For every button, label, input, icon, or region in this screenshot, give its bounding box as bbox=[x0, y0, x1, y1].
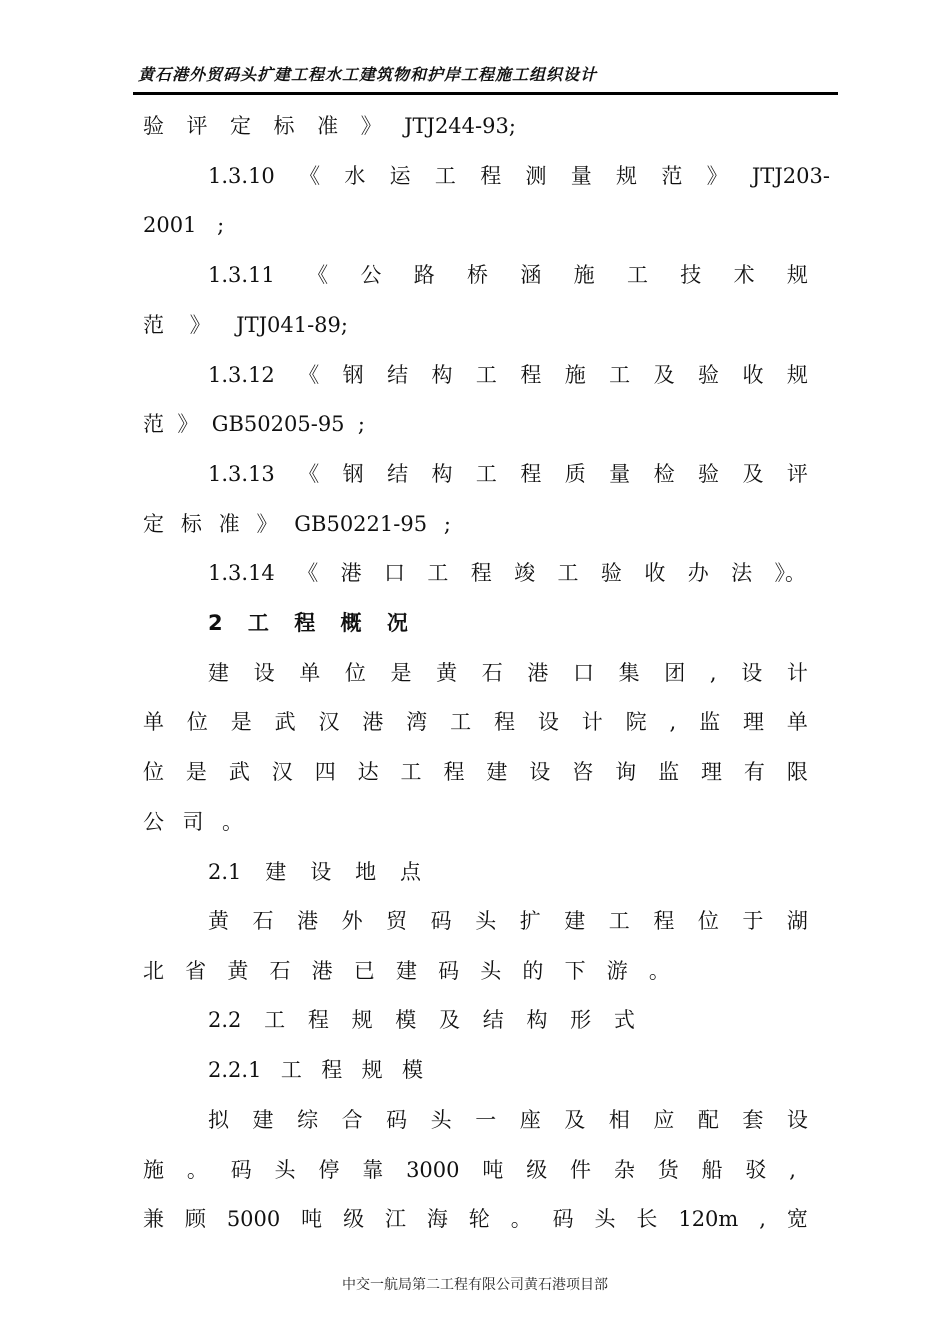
text-token: 构 bbox=[431, 462, 453, 486]
text-token: 头 bbox=[430, 1108, 452, 1132]
text-token: 团 bbox=[664, 661, 686, 685]
text-line bbox=[143, 310, 348, 340]
text-token: 相 bbox=[608, 1108, 630, 1132]
text-token: , bbox=[709, 661, 717, 685]
text-token: 湖 bbox=[786, 909, 808, 933]
text-token: 位 bbox=[697, 909, 719, 933]
text-token: 理 bbox=[700, 760, 722, 784]
text-token: ; bbox=[443, 512, 451, 536]
text-token: 工 bbox=[626, 263, 648, 287]
text-token: 范 bbox=[143, 313, 164, 337]
text-token: 量 bbox=[570, 164, 592, 188]
text-token: 设 bbox=[537, 710, 559, 734]
text-token: 技 bbox=[680, 263, 702, 287]
text-token: 工 bbox=[280, 1058, 302, 1082]
text-token: JTJ203- bbox=[751, 164, 830, 188]
text-token: ; bbox=[357, 412, 365, 436]
text-token: 应 bbox=[653, 1108, 675, 1132]
text-token: 工 bbox=[400, 760, 422, 784]
text-token: 码 bbox=[386, 1108, 408, 1132]
text-token: 扩 bbox=[519, 909, 541, 933]
text-token: 码 bbox=[430, 909, 452, 933]
text-token: 》 bbox=[189, 313, 211, 337]
text-token: 一 bbox=[475, 1108, 497, 1132]
text-token: 5000 bbox=[226, 1207, 281, 1231]
text-token: 公 bbox=[360, 263, 382, 287]
text-token: 模 bbox=[395, 1008, 417, 1032]
text-token: 模 bbox=[402, 1058, 423, 1082]
text-token: 施 bbox=[143, 1158, 164, 1182]
text-token: 规 bbox=[616, 164, 638, 188]
text-token: 《 bbox=[298, 363, 320, 387]
text-line bbox=[208, 857, 421, 887]
text-token: 黄 bbox=[208, 909, 229, 933]
text-token: 码 bbox=[230, 1158, 252, 1182]
text-line bbox=[208, 1055, 423, 1085]
text-token: 有 bbox=[743, 760, 765, 784]
text-token: 顾 bbox=[184, 1207, 206, 1231]
text-token: 口 bbox=[573, 661, 594, 685]
text-token: 武 bbox=[228, 760, 250, 784]
text-token: 规 bbox=[786, 263, 808, 287]
text-token: 检 bbox=[653, 462, 675, 486]
text-token: 码 bbox=[438, 959, 460, 983]
text-token: 涵 bbox=[520, 263, 542, 287]
text-token: 湾 bbox=[406, 710, 428, 734]
text-token: 港 bbox=[340, 561, 362, 585]
text-line bbox=[143, 956, 670, 986]
text-token: 程 bbox=[520, 363, 542, 387]
text-token: 建 bbox=[395, 959, 417, 983]
text-token: 头 bbox=[594, 1207, 616, 1231]
text-line bbox=[143, 1155, 796, 1185]
text-token: 头 bbox=[480, 959, 502, 983]
text-token: 咨 bbox=[572, 760, 594, 784]
text-token: 评 bbox=[786, 462, 808, 486]
text-line bbox=[208, 161, 830, 191]
text-token: 港 bbox=[297, 909, 319, 933]
text-token: 术 bbox=[733, 263, 755, 287]
text-token: 工 bbox=[608, 909, 630, 933]
text-token: 结 bbox=[387, 462, 409, 486]
text-token: 石 bbox=[481, 661, 503, 685]
text-token: 四 bbox=[314, 760, 336, 784]
text-token: 范 bbox=[143, 412, 164, 436]
text-token: 贸 bbox=[386, 909, 408, 933]
text-token: 》。 bbox=[774, 561, 806, 585]
text-token: 及 bbox=[653, 363, 675, 387]
text-token: 验 bbox=[698, 462, 720, 486]
text-token: 定 bbox=[143, 512, 164, 536]
text-token: 路 bbox=[413, 263, 435, 287]
text-token: 港 bbox=[311, 959, 333, 983]
text-line: 2001 ; bbox=[143, 213, 225, 237]
text-token: 石 bbox=[269, 959, 291, 983]
text-token: 口 bbox=[383, 561, 405, 585]
text-line bbox=[143, 757, 808, 787]
document-title: 黄石港外贸码头扩建工程水工建筑物和护岸工程施工组织设计 bbox=[138, 65, 598, 84]
text-token: 《 bbox=[297, 561, 319, 585]
text-token: 2.2.1 bbox=[208, 1058, 262, 1082]
text-token: 收 bbox=[742, 363, 764, 387]
text-token: 建 bbox=[564, 909, 586, 933]
text-token: 建 bbox=[486, 760, 508, 784]
text-token: 钢 bbox=[342, 363, 364, 387]
text-token: 程 bbox=[321, 1058, 343, 1082]
text-token: 级 bbox=[343, 1207, 365, 1231]
text-token: 建 bbox=[252, 1108, 274, 1132]
text-token: 验 bbox=[143, 114, 164, 138]
text-token: 武 bbox=[274, 710, 296, 734]
text-token: 施 bbox=[573, 263, 595, 287]
text-token: 法 bbox=[731, 561, 753, 585]
text-token: 规 bbox=[786, 363, 808, 387]
text-token: 评 bbox=[186, 114, 208, 138]
text-token: 量 bbox=[609, 462, 631, 486]
text-token: 质 bbox=[564, 462, 586, 486]
text-token: 下 bbox=[564, 959, 586, 983]
text-token: 货 bbox=[657, 1158, 679, 1182]
text-token: 1.3.10 bbox=[208, 164, 275, 188]
text-token: 综 bbox=[297, 1108, 319, 1132]
text-token: 程 bbox=[520, 462, 542, 486]
text-token: 是 bbox=[230, 710, 252, 734]
text-token: 公 bbox=[143, 810, 164, 834]
text-token: 标 bbox=[273, 114, 295, 138]
text-token: 结 bbox=[387, 363, 409, 387]
text-token: 点 bbox=[399, 860, 421, 884]
text-token: 询 bbox=[615, 760, 637, 784]
header-divider bbox=[133, 92, 838, 95]
text-token: 设 bbox=[310, 860, 332, 884]
text-token: 标 bbox=[180, 512, 202, 536]
text-token: 江 bbox=[384, 1207, 406, 1231]
text-token: 单 bbox=[786, 710, 808, 734]
text-token: 集 bbox=[618, 661, 640, 685]
text-token: 3000 bbox=[406, 1158, 460, 1182]
text-token: 工 bbox=[434, 164, 456, 188]
text-token: 游 bbox=[606, 959, 628, 983]
text-token: 钢 bbox=[342, 462, 364, 486]
text-line bbox=[143, 111, 516, 141]
text-token: 工 bbox=[427, 561, 449, 585]
text-token: 测 bbox=[525, 164, 547, 188]
text-token: 竣 bbox=[514, 561, 536, 585]
text-token: 船 bbox=[701, 1158, 723, 1182]
text-token: 院 bbox=[625, 710, 647, 734]
text-token: 形 bbox=[570, 1008, 592, 1032]
text-token: 工 bbox=[557, 561, 579, 585]
text-token: 运 bbox=[389, 164, 411, 188]
text-token: 式 bbox=[613, 1008, 635, 1032]
text-token: 位 bbox=[344, 661, 366, 685]
text-line bbox=[208, 360, 808, 390]
text-token: 。 bbox=[648, 959, 670, 983]
text-line bbox=[208, 906, 808, 936]
text-token: 黄 bbox=[227, 959, 249, 983]
text-line bbox=[208, 1105, 808, 1135]
text-token: 座 bbox=[519, 1108, 541, 1132]
text-token: 工 bbox=[475, 363, 497, 387]
text-token: 》 bbox=[706, 164, 728, 188]
text-token: 北 bbox=[143, 959, 164, 983]
text-line bbox=[208, 558, 806, 588]
text-token: 杂 bbox=[613, 1158, 635, 1182]
text-token: 单 bbox=[299, 661, 321, 685]
text-line bbox=[208, 459, 808, 489]
text-token: 单 bbox=[143, 710, 164, 734]
text-token: 是 bbox=[390, 661, 412, 685]
text-line bbox=[143, 409, 365, 439]
text-token: 港 bbox=[362, 710, 384, 734]
text-token: 监 bbox=[699, 710, 721, 734]
text-token: 外 bbox=[341, 909, 363, 933]
text-token: 验 bbox=[698, 363, 720, 387]
text-token: 建 bbox=[208, 661, 229, 685]
text-token: 范 bbox=[661, 164, 683, 188]
text-token: , bbox=[669, 710, 677, 734]
text-token: 套 bbox=[742, 1108, 764, 1132]
text-token: , bbox=[789, 1158, 796, 1182]
text-token: 程 bbox=[307, 1008, 329, 1032]
text-token: 准 bbox=[218, 512, 240, 536]
text-line bbox=[143, 1204, 808, 1234]
text-token: 施 bbox=[564, 363, 586, 387]
text-token: 长 bbox=[636, 1207, 658, 1231]
text-token: 监 bbox=[658, 760, 680, 784]
text-token: 兼 bbox=[143, 1207, 164, 1231]
text-token: 规 bbox=[351, 1008, 373, 1032]
text-token: 工 bbox=[475, 462, 497, 486]
text-token: 汉 bbox=[271, 760, 293, 784]
text-token: 拟 bbox=[208, 1108, 229, 1132]
text-token: 程 bbox=[443, 760, 465, 784]
text-token: 位 bbox=[186, 710, 208, 734]
text-token: 桥 bbox=[467, 263, 489, 287]
text-line bbox=[143, 807, 243, 837]
text-token: 驳 bbox=[745, 1158, 767, 1182]
text-token: 计 bbox=[581, 710, 603, 734]
text-token: 》 bbox=[256, 512, 278, 536]
text-token: 已 bbox=[353, 959, 375, 983]
text-token: 是 bbox=[185, 760, 207, 784]
text-token: 定 bbox=[230, 114, 252, 138]
text-token: 位 bbox=[143, 760, 164, 784]
text-line bbox=[208, 260, 808, 290]
text-token: 验 bbox=[600, 561, 622, 585]
text-token: 准 bbox=[317, 114, 339, 138]
text-token: 收 bbox=[644, 561, 666, 585]
text-token: 程 bbox=[653, 909, 675, 933]
text-token: 港 bbox=[527, 661, 549, 685]
text-line bbox=[143, 509, 451, 539]
text-token: 达 bbox=[357, 760, 379, 784]
text-token: 黄 bbox=[436, 661, 458, 685]
text-token: 。 bbox=[222, 810, 243, 834]
text-token: 》 bbox=[360, 114, 382, 138]
text-token: 1.3.13 bbox=[208, 462, 275, 486]
text-token: 停 bbox=[318, 1158, 340, 1182]
text-token: GB50221-95 bbox=[294, 512, 428, 536]
text-token: 理 bbox=[742, 710, 764, 734]
text-token: 及 bbox=[742, 462, 764, 486]
text-line bbox=[208, 658, 808, 688]
text-token: 合 bbox=[341, 1108, 363, 1132]
text-token: 吨 bbox=[301, 1207, 323, 1231]
text-token: 工 bbox=[450, 710, 472, 734]
text-token: 1.3.14 bbox=[208, 561, 275, 585]
text-token: 设 bbox=[741, 661, 763, 685]
text-token: 靠 bbox=[362, 1158, 384, 1182]
text-token: 》 bbox=[177, 412, 199, 436]
text-token: 码 bbox=[552, 1207, 574, 1231]
text-token: 。 bbox=[510, 1207, 532, 1231]
text-token: 设 bbox=[253, 661, 275, 685]
text-token: 《 bbox=[298, 462, 320, 486]
text-line bbox=[143, 707, 808, 737]
text-token: 工 bbox=[264, 1008, 286, 1032]
text-token: GB50205-95 bbox=[211, 412, 345, 436]
text-token: 于 bbox=[742, 909, 764, 933]
text-token: 级 bbox=[526, 1158, 548, 1182]
text-token: 程 bbox=[494, 710, 515, 734]
text-token: , bbox=[759, 1207, 766, 1231]
text-token: 《 bbox=[299, 164, 321, 188]
text-token: 建 bbox=[265, 860, 287, 884]
text-token: 宽 bbox=[786, 1207, 808, 1231]
text-token: 程 bbox=[480, 164, 502, 188]
text-token: 2.2 bbox=[208, 1008, 242, 1032]
page-footer: 中交一航局第二工程有限公司黄石港项目部 bbox=[342, 1277, 608, 1293]
text-token: 轮 bbox=[468, 1207, 490, 1231]
text-token: 头 bbox=[274, 1158, 296, 1182]
text-token: 设 bbox=[529, 760, 551, 784]
text-token: 水 bbox=[344, 164, 366, 188]
text-token: 及 bbox=[564, 1108, 586, 1132]
text-token: 程 bbox=[470, 561, 492, 585]
text-token: 限 bbox=[786, 760, 808, 784]
text-token: 海 bbox=[426, 1207, 448, 1231]
text-token: 规 bbox=[361, 1058, 383, 1082]
section-heading: 2 工 程 概 况 bbox=[208, 611, 408, 635]
text-token: 地 bbox=[355, 860, 377, 884]
text-token: 设 bbox=[786, 1108, 808, 1132]
text-token: 结 bbox=[482, 1008, 504, 1032]
text-token: 件 bbox=[570, 1158, 592, 1182]
text-token: 构 bbox=[526, 1008, 548, 1032]
text-token: 司 bbox=[182, 810, 204, 834]
text-token: 2.1 bbox=[208, 860, 242, 884]
text-token: 配 bbox=[697, 1108, 719, 1132]
text-token: 石 bbox=[252, 909, 274, 933]
text-token: 计 bbox=[786, 661, 808, 685]
text-line bbox=[208, 1005, 635, 1035]
text-token: 吨 bbox=[482, 1158, 504, 1182]
text-token: JTJ244-93; bbox=[404, 114, 516, 138]
text-token: 工 bbox=[609, 363, 631, 387]
text-token: JTJ041-89; bbox=[236, 313, 348, 337]
text-token: 1.3.12 bbox=[208, 363, 275, 387]
text-token: 省 bbox=[185, 959, 207, 983]
text-token: 1.3.11 bbox=[208, 263, 275, 287]
text-token: 构 bbox=[431, 363, 453, 387]
text-token: 及 bbox=[439, 1008, 460, 1032]
text-token: 头 bbox=[475, 909, 497, 933]
text-token: 汉 bbox=[318, 710, 340, 734]
text-token: 120m bbox=[678, 1207, 739, 1231]
text-token: 。 bbox=[186, 1158, 208, 1182]
text-token: 办 bbox=[687, 561, 709, 585]
text-token: 的 bbox=[522, 959, 544, 983]
text-token: 《 bbox=[307, 263, 329, 287]
